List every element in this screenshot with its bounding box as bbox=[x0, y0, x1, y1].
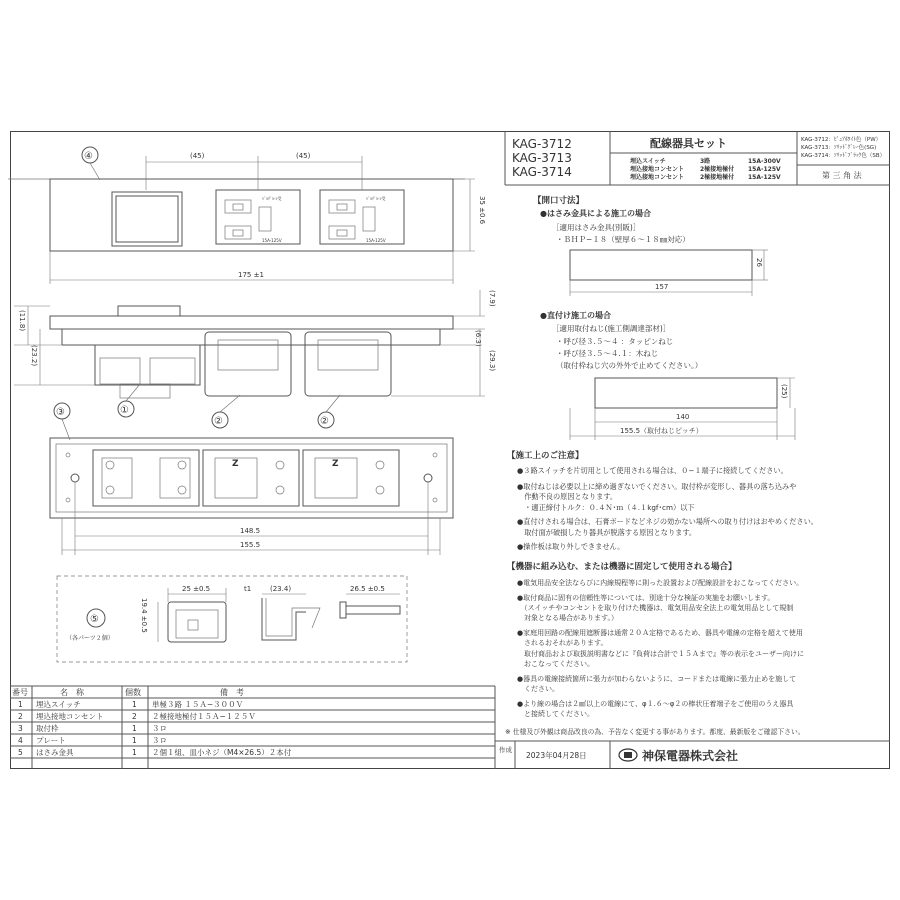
parts-note: （各パーツ２個） bbox=[66, 635, 114, 642]
caution-line-4: ・適正締付トルク：０.４Ｎ･ｍ（４.１kgf･cm）以下 bbox=[517, 503, 695, 512]
caution-line-3: 作動不良の原因となります。 bbox=[517, 492, 618, 501]
machine-heading: 【機器に組み込む、または機器に固定して使用される場合】 bbox=[507, 562, 737, 572]
company-name: 神保電器株式会社 bbox=[642, 749, 739, 763]
outlet-1-label-bottom: 15A-125V bbox=[262, 238, 282, 243]
rear-letter-z-1: Z bbox=[232, 459, 239, 469]
clamp-method-title: ●はさみ金具による施工の場合 bbox=[540, 209, 651, 218]
clamp-opening-h: 26 bbox=[755, 258, 763, 267]
table-row-2-name: 埋込接地コンセント bbox=[36, 712, 104, 721]
table-row-4-note: ３ロ bbox=[152, 736, 167, 745]
rear-switch bbox=[93, 450, 199, 506]
caution-heading: 【施工上のご注意】 bbox=[507, 451, 584, 461]
direct-method-title: ●直付け施工の場合 bbox=[540, 311, 611, 320]
side-switch-body bbox=[95, 345, 200, 385]
color-3: KAG-3714：ｿﾘｯﾄﾞﾌﾞﾗｯｸ色（SB） bbox=[801, 153, 886, 159]
rear-letter-z-2: Z bbox=[332, 459, 339, 469]
part-number-2a: ② bbox=[214, 416, 223, 427]
outlet-2-label-top: ﾊﾞﾙﾃﾞﾙ-ｼ受 bbox=[366, 196, 386, 201]
component-1-name: 埋込スイッチ bbox=[630, 158, 666, 165]
machine-line-10: ください。 bbox=[517, 685, 559, 693]
table-header-note: 備 考 bbox=[220, 688, 244, 697]
model-2: KAG-3713 bbox=[512, 151, 572, 165]
table-row-5-note: ２個１組、皿小ネジ（M4×26.5）２本付 bbox=[152, 748, 292, 757]
outlet-2-label-bottom: 15A-125V bbox=[366, 238, 386, 243]
rear-view bbox=[50, 403, 453, 555]
rear-outlet-2 bbox=[303, 450, 399, 506]
part-number-3: ③ bbox=[56, 407, 65, 418]
direct-opening-h: (25) bbox=[780, 384, 788, 399]
direct-opening-pitch: 155.5（取付ねじピッチ） bbox=[620, 427, 703, 435]
part-number-4: ④ bbox=[84, 151, 93, 162]
created-label: 作成 bbox=[499, 746, 512, 754]
side-view bbox=[14, 290, 496, 428]
dim-frame-a: 148.5 bbox=[240, 527, 261, 535]
front-view bbox=[8, 147, 486, 284]
sheet-title: 配線器具セット bbox=[650, 137, 727, 150]
dim-frame-b: 155.5 bbox=[240, 541, 261, 549]
table-row-4-no: 4 bbox=[18, 736, 23, 745]
table-row-1-no: 1 bbox=[18, 700, 23, 709]
outlet-2-front bbox=[320, 190, 404, 244]
model-1: KAG-3712 bbox=[512, 137, 572, 151]
table-row-5-qty: 1 bbox=[132, 748, 137, 757]
caution-line-7: ●操作板は取り外しできません。 bbox=[517, 542, 625, 551]
machine-line-8: おこなってください。 bbox=[517, 660, 594, 668]
machine-line-9: ●器具の電線接続箇所に張力が加わらないように、コードまたは電線に張力止めを施して bbox=[517, 675, 797, 683]
component-1-type: 3路 bbox=[700, 158, 711, 165]
table-row-4-name: プレート bbox=[36, 736, 66, 745]
table-row-4-qty: 1 bbox=[132, 736, 137, 745]
dim-pitch-b: (45) bbox=[296, 152, 311, 160]
table-row-2-no: 2 bbox=[18, 712, 23, 721]
direct-method-note-1: ［適用取付ねじ(施工側調達部材)］ bbox=[552, 324, 671, 333]
table-row-3-no: 3 bbox=[18, 724, 23, 733]
table-row-1-note: 単極３路 １５Ａ−３００Ｖ bbox=[152, 700, 244, 709]
color-2: KAG-3713：ｿﾘｯﾄﾞｸﾞﾚｰ色(SG) bbox=[801, 145, 877, 151]
color-1: KAG-3712：ﾋﾟｭｱﾎﾜｲﾄ色（PW） bbox=[801, 137, 882, 143]
table-row-5-name: はさみ金具 bbox=[36, 748, 74, 757]
component-2-name: 埋込接地コンセント bbox=[630, 166, 685, 173]
part-number-2b: ② bbox=[320, 416, 329, 427]
dim-depth-c: (23.2) bbox=[30, 345, 38, 367]
machine-line-2: ●取付商品に固有の信頼性等については、別途十分な検証の実施をお願いします。 bbox=[517, 594, 775, 602]
screw-head bbox=[340, 602, 346, 618]
model-3: KAG-3714 bbox=[512, 165, 572, 179]
table-row-2-note: ２極接地極付１５Ａ−１２５Ｖ bbox=[152, 712, 256, 721]
machine-line-4: 対象となる場合があります。） bbox=[517, 614, 618, 622]
rear-outlet-1 bbox=[203, 450, 299, 506]
dim-depth-e: (29.3) bbox=[488, 350, 496, 372]
dim-pitch-a: (45) bbox=[190, 152, 205, 160]
clamp-parts bbox=[57, 576, 407, 662]
dim-clamp-t: t1 bbox=[244, 585, 252, 593]
machine-line-11: ●より線の場合は２㎟以上の電線にて、φ１.６〜φ２の棒状圧着端子をご使用のうえ器具 bbox=[517, 700, 794, 708]
company-logo bbox=[619, 749, 637, 761]
dim-screw-l: 26.5 ±0.5 bbox=[350, 585, 385, 593]
component-3-name: 埋込接地コンセント bbox=[630, 174, 685, 181]
dim-depth-d: (6.3) bbox=[474, 330, 482, 347]
component-2-rating: 15A-125V bbox=[748, 166, 781, 173]
table-row-3-name: 取付枠 bbox=[36, 724, 59, 733]
footer-block bbox=[495, 741, 890, 769]
screw-shaft bbox=[346, 606, 400, 614]
machine-cautions bbox=[505, 561, 805, 736]
clamp-method-note-2: ・ＢＨＰ−１８（壁厚６〜１８㎜対応） bbox=[556, 235, 690, 244]
installation-cautions bbox=[507, 450, 818, 551]
opening-dimensions bbox=[533, 195, 795, 440]
dim-depth-b: (11.8) bbox=[18, 310, 26, 332]
direct-method-note-4: （取付枠ねじ穴の外外で止めてください。） bbox=[556, 361, 703, 370]
dim-width: 175 ±1 bbox=[238, 271, 264, 279]
outlet-1-label-top: ﾊﾞﾙﾃﾞﾙ-ｼ受 bbox=[262, 196, 282, 201]
caution-line-6: 取付面が破損したり器具が脱落する原因となります。 bbox=[517, 528, 697, 537]
component-1-rating: 15A-300V bbox=[748, 158, 781, 165]
caution-line-5: ●直付けされる場合は、石膏ボードなどネジの効かない場所への取り付けはおやめください。 bbox=[517, 517, 818, 526]
direct-opening-w: 140 bbox=[676, 413, 690, 421]
dim-clamp-w: 25 ±0.5 bbox=[182, 585, 211, 593]
table-row-1-name: 埋込スイッチ bbox=[36, 700, 81, 709]
title-block bbox=[505, 131, 890, 185]
direct-method-note-3: ・呼び径３.５〜４.１：木ねじ bbox=[556, 349, 659, 358]
opening-heading: 【開口寸法】 bbox=[533, 196, 585, 206]
dim-height: 35 ±0.6 bbox=[478, 196, 486, 225]
component-3-rating: 15A-125V bbox=[748, 174, 781, 181]
dim-depth-a: (7.9) bbox=[488, 290, 496, 307]
dim-clamp-h: 19.4 ±0.5 bbox=[140, 598, 148, 633]
caution-line-2: ●取付ねじは必要以上に締め過ぎないでください。取付枠が変形し、器具の落ち込みや bbox=[517, 482, 797, 491]
direct-method-note-2: ・呼び径３.５〜４ ：タッピンねじ bbox=[556, 337, 674, 346]
table-row-5-no: 5 bbox=[18, 748, 23, 757]
clamp-side bbox=[262, 598, 306, 640]
outlet-1-front bbox=[216, 190, 300, 244]
component-2-type: 2極接地極付 bbox=[700, 166, 735, 173]
clamp-opening-rect bbox=[570, 250, 752, 280]
side-switch-handle bbox=[118, 306, 180, 316]
table-header-qty: 個数 bbox=[125, 688, 141, 697]
switch-handle bbox=[112, 192, 182, 246]
clamp-opening-w: 157 bbox=[655, 283, 669, 291]
direct-opening-rect bbox=[595, 378, 777, 408]
projection-method: 第 三 角 法 bbox=[822, 171, 862, 180]
component-3-type: 2極接地極付 bbox=[700, 174, 735, 181]
machine-line-3: （スイッチやコンセントを取り付けた機器は、電気用品安全法上の電気用品として規制 bbox=[517, 604, 794, 612]
machine-line-7: 取付商品および取扱説明書などに『負荷は合計で１５Ａまで』等の表示をユーザー向けに bbox=[517, 650, 804, 658]
created-date: 2023年04月28日 bbox=[526, 751, 587, 760]
machine-line-6: されるおそれがあります。 bbox=[517, 639, 608, 647]
part-number-5: ⑤ bbox=[90, 614, 99, 625]
dim-clamp-d: (23.4) bbox=[270, 585, 292, 593]
table-header-name: 名 称 bbox=[60, 688, 84, 697]
part-number-1: ① bbox=[120, 405, 129, 416]
table-header-no: 番号 bbox=[12, 688, 28, 697]
side-plate bbox=[50, 316, 453, 329]
table-row-2-qty: 2 bbox=[132, 712, 137, 721]
parts-table bbox=[10, 686, 495, 769]
machine-line-12: と接続してください。 bbox=[517, 710, 594, 718]
clamp-method-note-1: ［適用はさみ金具(別販)］ bbox=[552, 223, 641, 232]
clamp-body bbox=[168, 602, 226, 642]
table-row-3-qty: 1 bbox=[132, 724, 137, 733]
caution-line-1: ●３路スイッチを片切用として使用される場合は、０−１端子に接続してください。 bbox=[517, 466, 788, 475]
machine-line-1: ●電気用品安全法ならびに内線規程等に則った設置および配線設計をおこなってください。 bbox=[517, 579, 804, 587]
table-row-3-note: ３ロ bbox=[152, 724, 167, 733]
spec-change-footnote: ※ 仕様及び外観は商品改良の為、予告なく変更する事があります。都度、最新版をご確認下さい。 bbox=[505, 728, 805, 736]
machine-line-5: ●家庭用回路の配線用遮断器は通常２０Ａ定格であるため、器具や電線の定格を超えて使用 bbox=[517, 629, 803, 637]
table-row-1-qty: 1 bbox=[132, 700, 137, 709]
